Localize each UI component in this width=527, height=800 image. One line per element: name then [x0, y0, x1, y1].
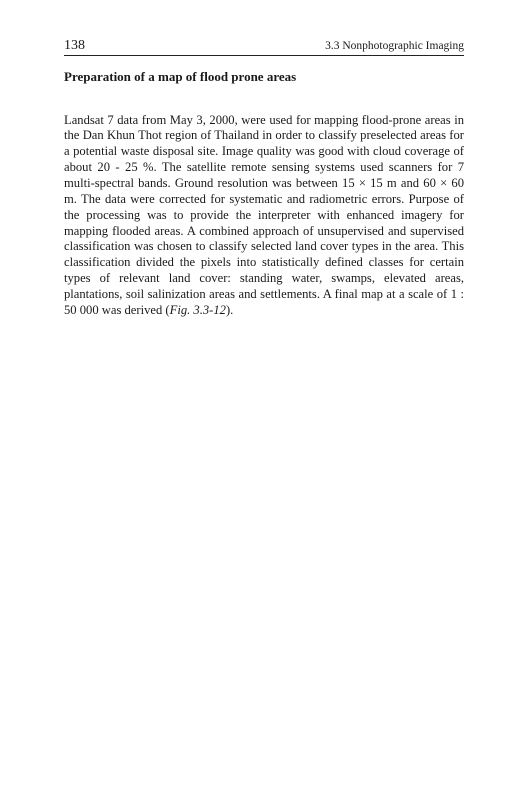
section-heading: Preparation of a map of flood prone areas: [64, 69, 297, 84]
running-header: [64, 37, 464, 56]
page-number: 138: [64, 38, 85, 53]
running-section-title: 3.3 Nonphotographic Imaging: [325, 40, 464, 52]
figure-reference-link[interactable]: Fig. 3.3-12: [169, 302, 226, 317]
body-paragraph: [64, 113, 464, 319]
paragraph-end-text: ).: [225, 302, 234, 317]
paragraph-main-text: Landsat 7 data from May 3, 2000, were used for mapping flood-prone areas in the Dan Khun Thot region of Thailand in order to classify preselected areas for a potential waste disposal site. Image quality was good with cloud coverage of about 20 - 25 %. The satellite remote sensing systems used scanners for 7 multi-spectral bands. Ground resolution was between 15 × 15 m and 60 × 60 m. The data were corrected for systematic and radiometric errors. Purpose of the processing was to provide the interpreter with enhanced imagery for mapping flooded areas. A combined approach of unsupervised and supervised classification was chosen to classify selected land cover types in the area. This classification divided the pixels into statistically defined classes for certain types of relevant land cover: standing water, swamps, elevated areas, plantations, soil salinization areas and settlements. A final map at a scale of 1 : 50 000 was derived (: [64, 112, 464, 317]
